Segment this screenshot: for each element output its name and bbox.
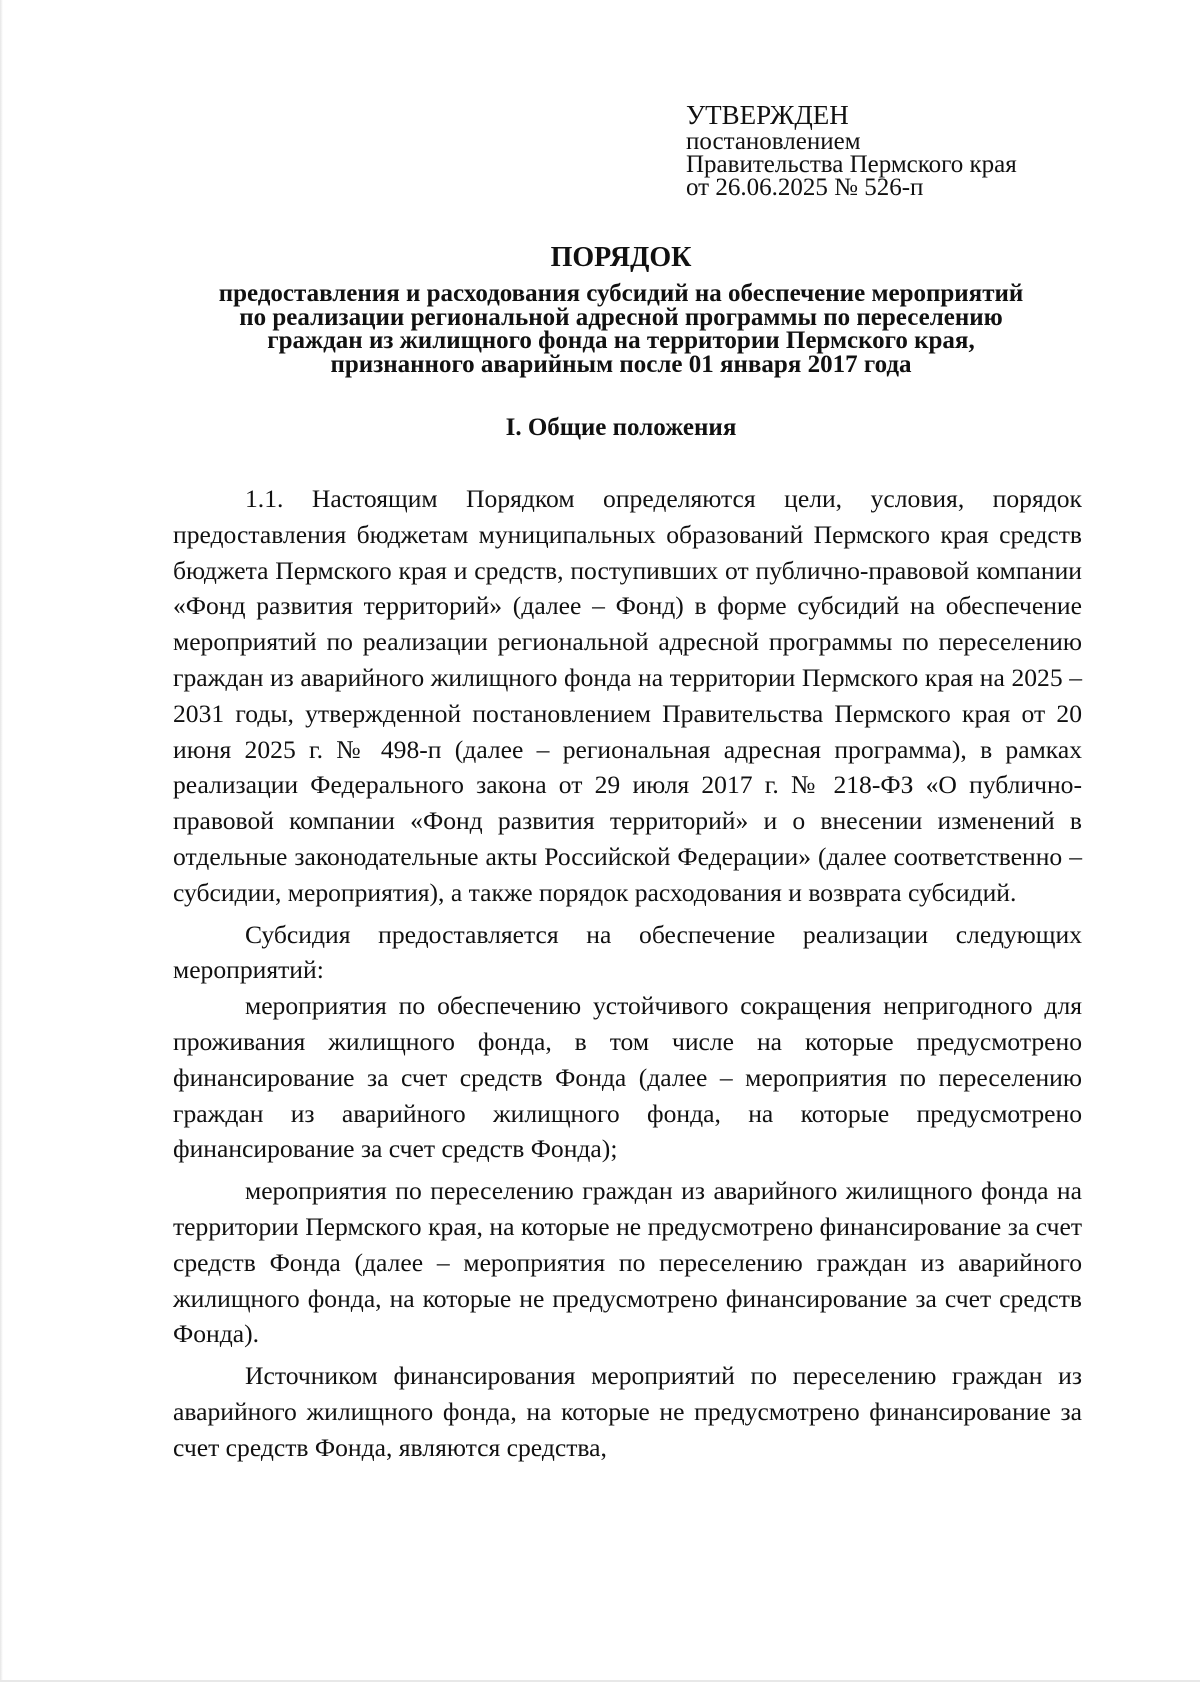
document-body — [173, 481, 1082, 1466]
title-block — [160, 240, 1082, 376]
subtitle-line: граждан из жилищного фонда на территории Пермского края, — [267, 327, 975, 354]
page-subtitle — [160, 282, 1082, 376]
subtitle-line: предоставления и расходования субсидий на обеспечение мероприятий — [218, 280, 1024, 307]
approval-date-number: от 26.06.2025 № 526-п — [686, 174, 924, 201]
paragraph: 1.1. Настоящим Порядком определяются цели, условия, порядок предоставления бюджетам муниципальных образований Пермского края средств бюджета Пермского края и средств, поступивших от публично-правовой компании «Фонд развития территорий» (далее – Фонд) в форме субсидий на обеспечение мероприятий по реализации региональной адресной программы по переселению граждан из аварийного жилищного фонда на территории Пермского края на 2025 – 2031 годы, утвержденной постановлением Правительства Пермского края от 20 июня 2025 г. № 498-п (далее – региональная адресная программа), в рамках реализации Федерального закона от 29 июля 2017 г. № 218-ФЗ «О публично-правовой компании «Фонд развития территорий» и о внесении изменений в отдельные законодательные акты Российской Федерации» (далее соответственно – субсидии, мероприятия), а также порядок расходования и возврата субсидий. — [173, 484, 1082, 907]
list-item: мероприятия по переселению граждан из аварийного жилищного фонда на территории Пермского края, на которые не предусмотрено финансирование за счет средств Фонда (далее – мероприятия по переселению граждан из аварийного жилищного фонда, на которые не предусмотрено финансирование за счет средств Фонда). — [173, 1176, 1082, 1349]
approval-line: постановлением — [686, 128, 861, 155]
list-item: мероприятия по обеспечению устойчивого сокращения непригодного для проживания жилищного фонда, в том числе на которые предусмотрено финансирование за счет средств Фонда (далее – мероприятия по переселению граждан из аварийного жилищного фонда, на которые предусмотрено финансирование за счет средств Фонда); — [173, 991, 1082, 1164]
approval-stamp — [686, 100, 1017, 199]
subtitle-line: признанного аварийным после 01 января 2017 года — [330, 350, 912, 378]
subtitle-line: по реализации региональной адресной программы по переселению — [239, 303, 1003, 331]
approval-line: Правительства Пермского края — [686, 151, 1017, 178]
scan-edge — [0, 0, 3, 1682]
paragraph: Источником финансирования мероприятий по переселению граждан из аварийного жилищного фонда, на которые не предусмотрено финансирование за счет средств Фонда, являются средства, — [173, 1361, 1082, 1462]
section-heading: I. Общие положения — [505, 414, 737, 441]
page-title: ПОРЯДОК — [550, 242, 692, 273]
paragraph: Субсидия предоставляется на обеспечение реализации следующих мероприятий: — [173, 919, 1082, 985]
approval-title: УТВЕРЖДЕН — [686, 100, 849, 130]
